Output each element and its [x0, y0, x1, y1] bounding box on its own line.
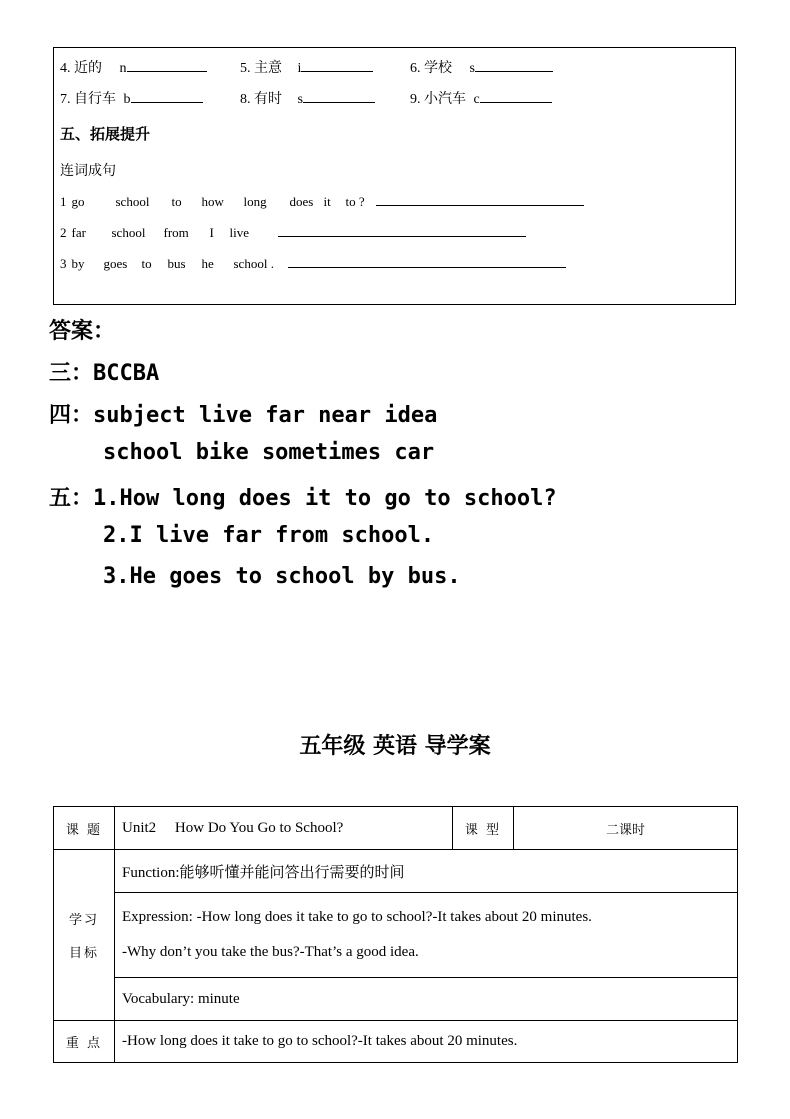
document-title: 五年级 英语 导学案 [299, 734, 491, 759]
answer-part-5-line-3: 3.He goes to school by bus. [103, 564, 461, 589]
type-value: 二课时 [514, 807, 738, 850]
vocab-num: 7. [60, 92, 71, 107]
function-cell: Function:能够听懂并能问答出行需要的时间 [115, 850, 738, 893]
lesson-label: 课 题 [54, 807, 115, 850]
vocab-item-5 [240, 57, 373, 77]
vocab-letter: i [297, 61, 302, 76]
word: it [323, 194, 331, 209]
word: by [71, 256, 85, 271]
key-points-label: 重 点 [54, 1021, 115, 1063]
scrambled-sentence-1 [60, 193, 584, 210]
answer-blank[interactable] [288, 255, 566, 268]
vocab-item-7 [60, 88, 203, 108]
answer-text: subject live far near idea [93, 403, 438, 428]
answer-blank[interactable] [131, 90, 203, 103]
vocab-num: 5. [240, 61, 251, 76]
vocab-item-4 [60, 57, 207, 77]
vocab-chinese: 小汽车 [424, 91, 466, 107]
word: long [243, 194, 267, 209]
lesson-value [115, 807, 453, 850]
word: live [229, 225, 249, 240]
vocab-num: 6. [410, 61, 421, 76]
word: go [71, 194, 85, 209]
sentence-num: 3 [60, 256, 67, 271]
word: to [171, 194, 182, 209]
answer-part-5-line-2: 2.I live far from school. [103, 523, 435, 548]
section-title: 五、拓展提升 [60, 125, 151, 143]
vocab-letter: b [123, 92, 131, 107]
vocab-item-9 [410, 88, 552, 108]
lesson-title: Unit2 How Do You Go to School? [122, 819, 344, 836]
lesson-plan-table [53, 806, 738, 1063]
answer-label: 五： [49, 486, 94, 511]
answer-text: BCCBA [93, 361, 160, 386]
vocab-letter: n [119, 61, 127, 76]
answer-blank[interactable] [301, 59, 373, 72]
answer-label: 三： [49, 361, 94, 386]
word: school [111, 225, 146, 240]
word: to [141, 256, 152, 271]
answer-blank[interactable] [376, 193, 584, 206]
answers-heading: 答案： [49, 319, 116, 344]
vocab-chinese: 主意 [254, 60, 282, 76]
goals-label [54, 850, 115, 1021]
word: he [201, 256, 214, 271]
vocab-item-6 [410, 57, 553, 77]
answer-blank[interactable] [480, 90, 552, 103]
expression-line-1: Expression: -How long does it take to go to school?-It takes about 20 minutes. [122, 909, 592, 925]
word: far [71, 225, 86, 240]
sentence-num: 1 [60, 194, 67, 209]
word: school [115, 194, 150, 209]
word: bus [167, 256, 186, 271]
vocab-chinese: 近的 [74, 60, 102, 76]
scrambled-sentence-3 [60, 255, 566, 272]
vocab-num: 9. [410, 92, 421, 107]
answer-text: 1.How long does it to go to school? [93, 486, 557, 511]
vocab-chinese: 有时 [254, 91, 282, 107]
answer-blank[interactable] [127, 59, 207, 72]
answer-label: 四： [49, 403, 94, 428]
answer-part-5 [49, 481, 557, 512]
key-points-cell: -How long does it take to go to school?-It takes about 20 minutes. [115, 1021, 738, 1063]
answer-part-4-line-2: school bike sometimes car [103, 440, 435, 465]
goals-label-line-1: 学习 [68, 913, 99, 928]
word: how [201, 194, 224, 209]
word: school . [233, 256, 274, 271]
answer-blank[interactable] [303, 90, 375, 103]
vocabulary-cell: Vocabulary: minute [115, 978, 738, 1021]
vocab-item-8 [240, 88, 375, 108]
word: I [209, 225, 214, 240]
vocab-num: 4. [60, 61, 71, 76]
word: goes [103, 256, 128, 271]
answer-blank[interactable] [278, 224, 526, 237]
expression-cell [115, 893, 738, 978]
word: does [289, 194, 314, 209]
vocab-chinese: 学校 [424, 60, 452, 76]
goals-label-line-2: 目标 [68, 946, 99, 961]
sentence-num: 2 [60, 225, 67, 240]
type-label: 课 型 [453, 807, 514, 850]
scrambled-sentence-2 [60, 224, 526, 241]
vocab-letter: s [469, 61, 475, 76]
answer-part-4 [49, 398, 437, 429]
answer-blank[interactable] [475, 59, 553, 72]
answer-part-3 [49, 356, 159, 387]
word: from [163, 225, 189, 240]
vocab-letter: s [297, 92, 303, 107]
vocab-num: 8. [240, 92, 251, 107]
word: to ? [345, 194, 365, 209]
section-subtitle: 连词成句 [60, 163, 116, 179]
expression-line-2: -Why don’t you take the bus?-That’s a good idea. [122, 944, 419, 960]
vocab-chinese: 自行车 [74, 91, 116, 107]
vocab-letter: c [473, 92, 480, 107]
